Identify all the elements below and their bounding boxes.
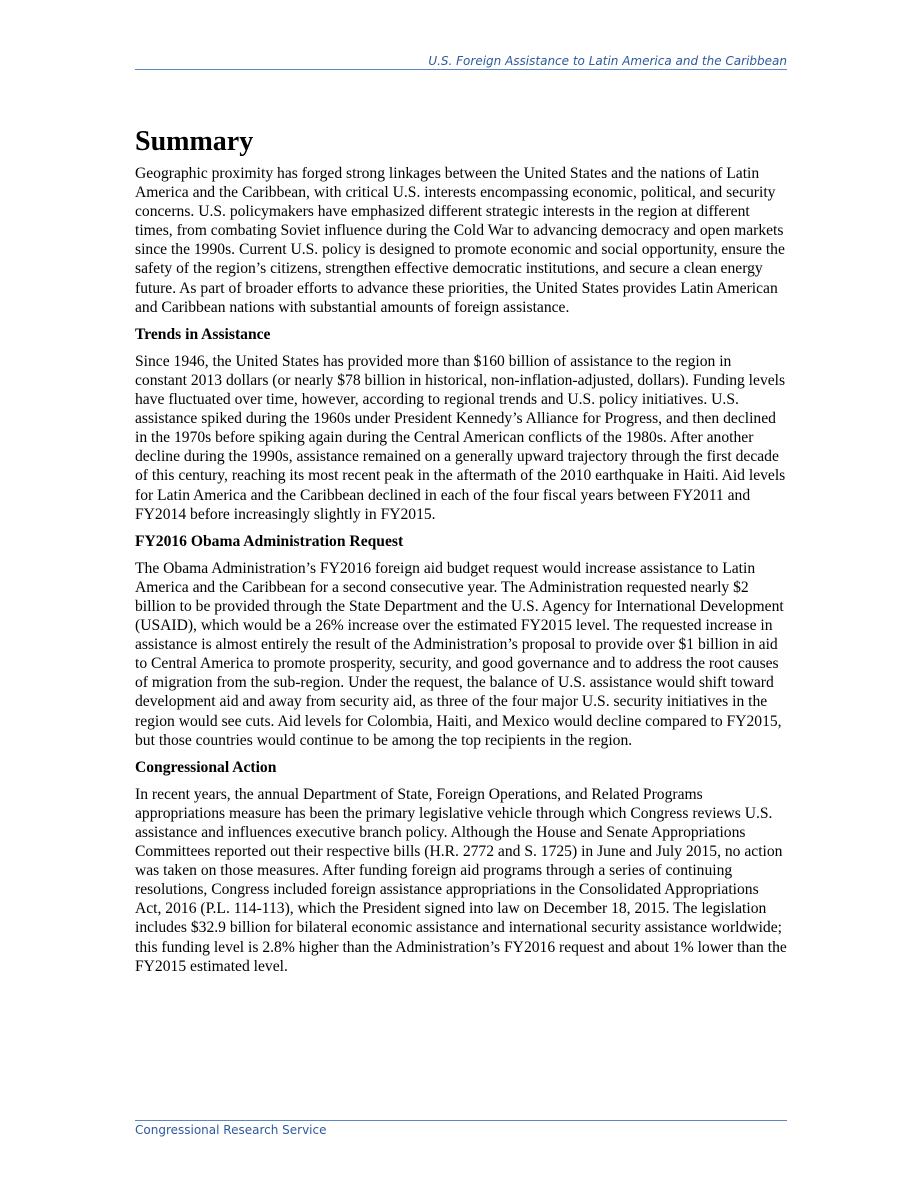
footer-publisher: Congressional Research Service [135, 1123, 327, 1137]
heading-trends-in-assistance: Trends in Assistance [135, 325, 271, 343]
footer-divider [135, 1120, 787, 1121]
intro-paragraph: Geographic proximity has forged strong linkages between the United States and the nations of Latin America and the Caribbean, with critical U.S. interests encompassing economic, political, and security concerns. U.S. policymakers have emphasized different strategic interests in the region at different times, from combating Soviet influence during the Cold War to advancing democracy and open markets since the 1990s. Current U.S. policy is designed to promote economic and social opportunity, ensure the safety of the region’s citizens, strengthen effective democratic institutions, and secure a clean energy future. As part of broader efforts to advance these priorities, the United States provides Latin American and Caribbean nations with substantial amounts of foreign assistance. [135, 165, 785, 316]
heading-congressional-action: Congressional Action [135, 758, 277, 776]
congressional-action-paragraph: In recent years, the annual Department of State, Foreign Operations, and Related Programs appropriations measure has been the primary legislative vehicle through which Congress reviews U.S. assistance and influences executive branch policy. Although the House and Senate Appropriations Committees reported out their respective bills (H.R. 2772 and S. 1725) in June and July 2015, no action was taken on those measures. After funding foreign aid programs through a series of continuing resolutions, Congress included foreign assistance appropriations in the Consolidated Appropriations Act, 2016 (P.L. 114-113), which the President signed into law on December 18, 2015. The legislation includes $32.9 billion for bilateral economic assistance and international security assistance worldwide; this funding level is 2.8% higher than the Administration’s FY2016 request and about 1% lower than the FY2015 estimated level. [135, 785, 787, 975]
heading-fy2016-request: FY2016 Obama Administration Request [135, 532, 404, 550]
running-header: U.S. Foreign Assistance to Latin America and the Caribbean [428, 54, 787, 68]
summary-section [135, 124, 787, 984]
page-title: Summary [135, 126, 254, 157]
fy2016-request-paragraph: The Obama Administration’s FY2016 foreign aid budget request would increase assistance to Latin America and the Caribbean for a second consecutive year. The Administration requested nearly $2 billion to be provided through the State Department and the U.S. Agency for International Development (USAID), which would be a 26% increase over the estimated FY2015 level. The requested increase in assistance is almost entirely the result of the Administration’s proposal to provide over $1 billion in aid to Central America to promote prosperity, security, and good governance and to address the root causes of migration from the sub-region. Under the request, the balance of U.S. assistance would shift toward development aid and away from security aid, as three of the four major U.S. security initiatives in the region would see cuts. Aid levels for Colombia, Haiti, and Mexico would decline compared to FY2015, but those countries would continue to be among the top recipients in the region. [135, 559, 784, 749]
trends-paragraph: Since 1946, the United States has provided more than $160 billion of assistance to the region in constant 2013 dollars (or nearly $78 billion in historical, non-inflation-adjusted, dollars). Funding levels have fluctuated over time, however, according to regional trends and U.S. policy initiatives. U.S. assistance spiked during the 1960s under President Kennedy’s Alliance for Progress, and then declined in the 1970s before spiking again during the Central American conflicts of the 1980s. After another decline during the 1990s, assistance remained on a generally upward trajectory through the first decade of this century, reaching its most recent peak in the aftermath of the 2010 earthquake in Haiti. Aid levels for Latin America and the Caribbean declined in each of the four fiscal years between FY2011 and FY2014 before increasingly slightly in FY2015. [135, 352, 786, 523]
header-divider [135, 69, 787, 70]
